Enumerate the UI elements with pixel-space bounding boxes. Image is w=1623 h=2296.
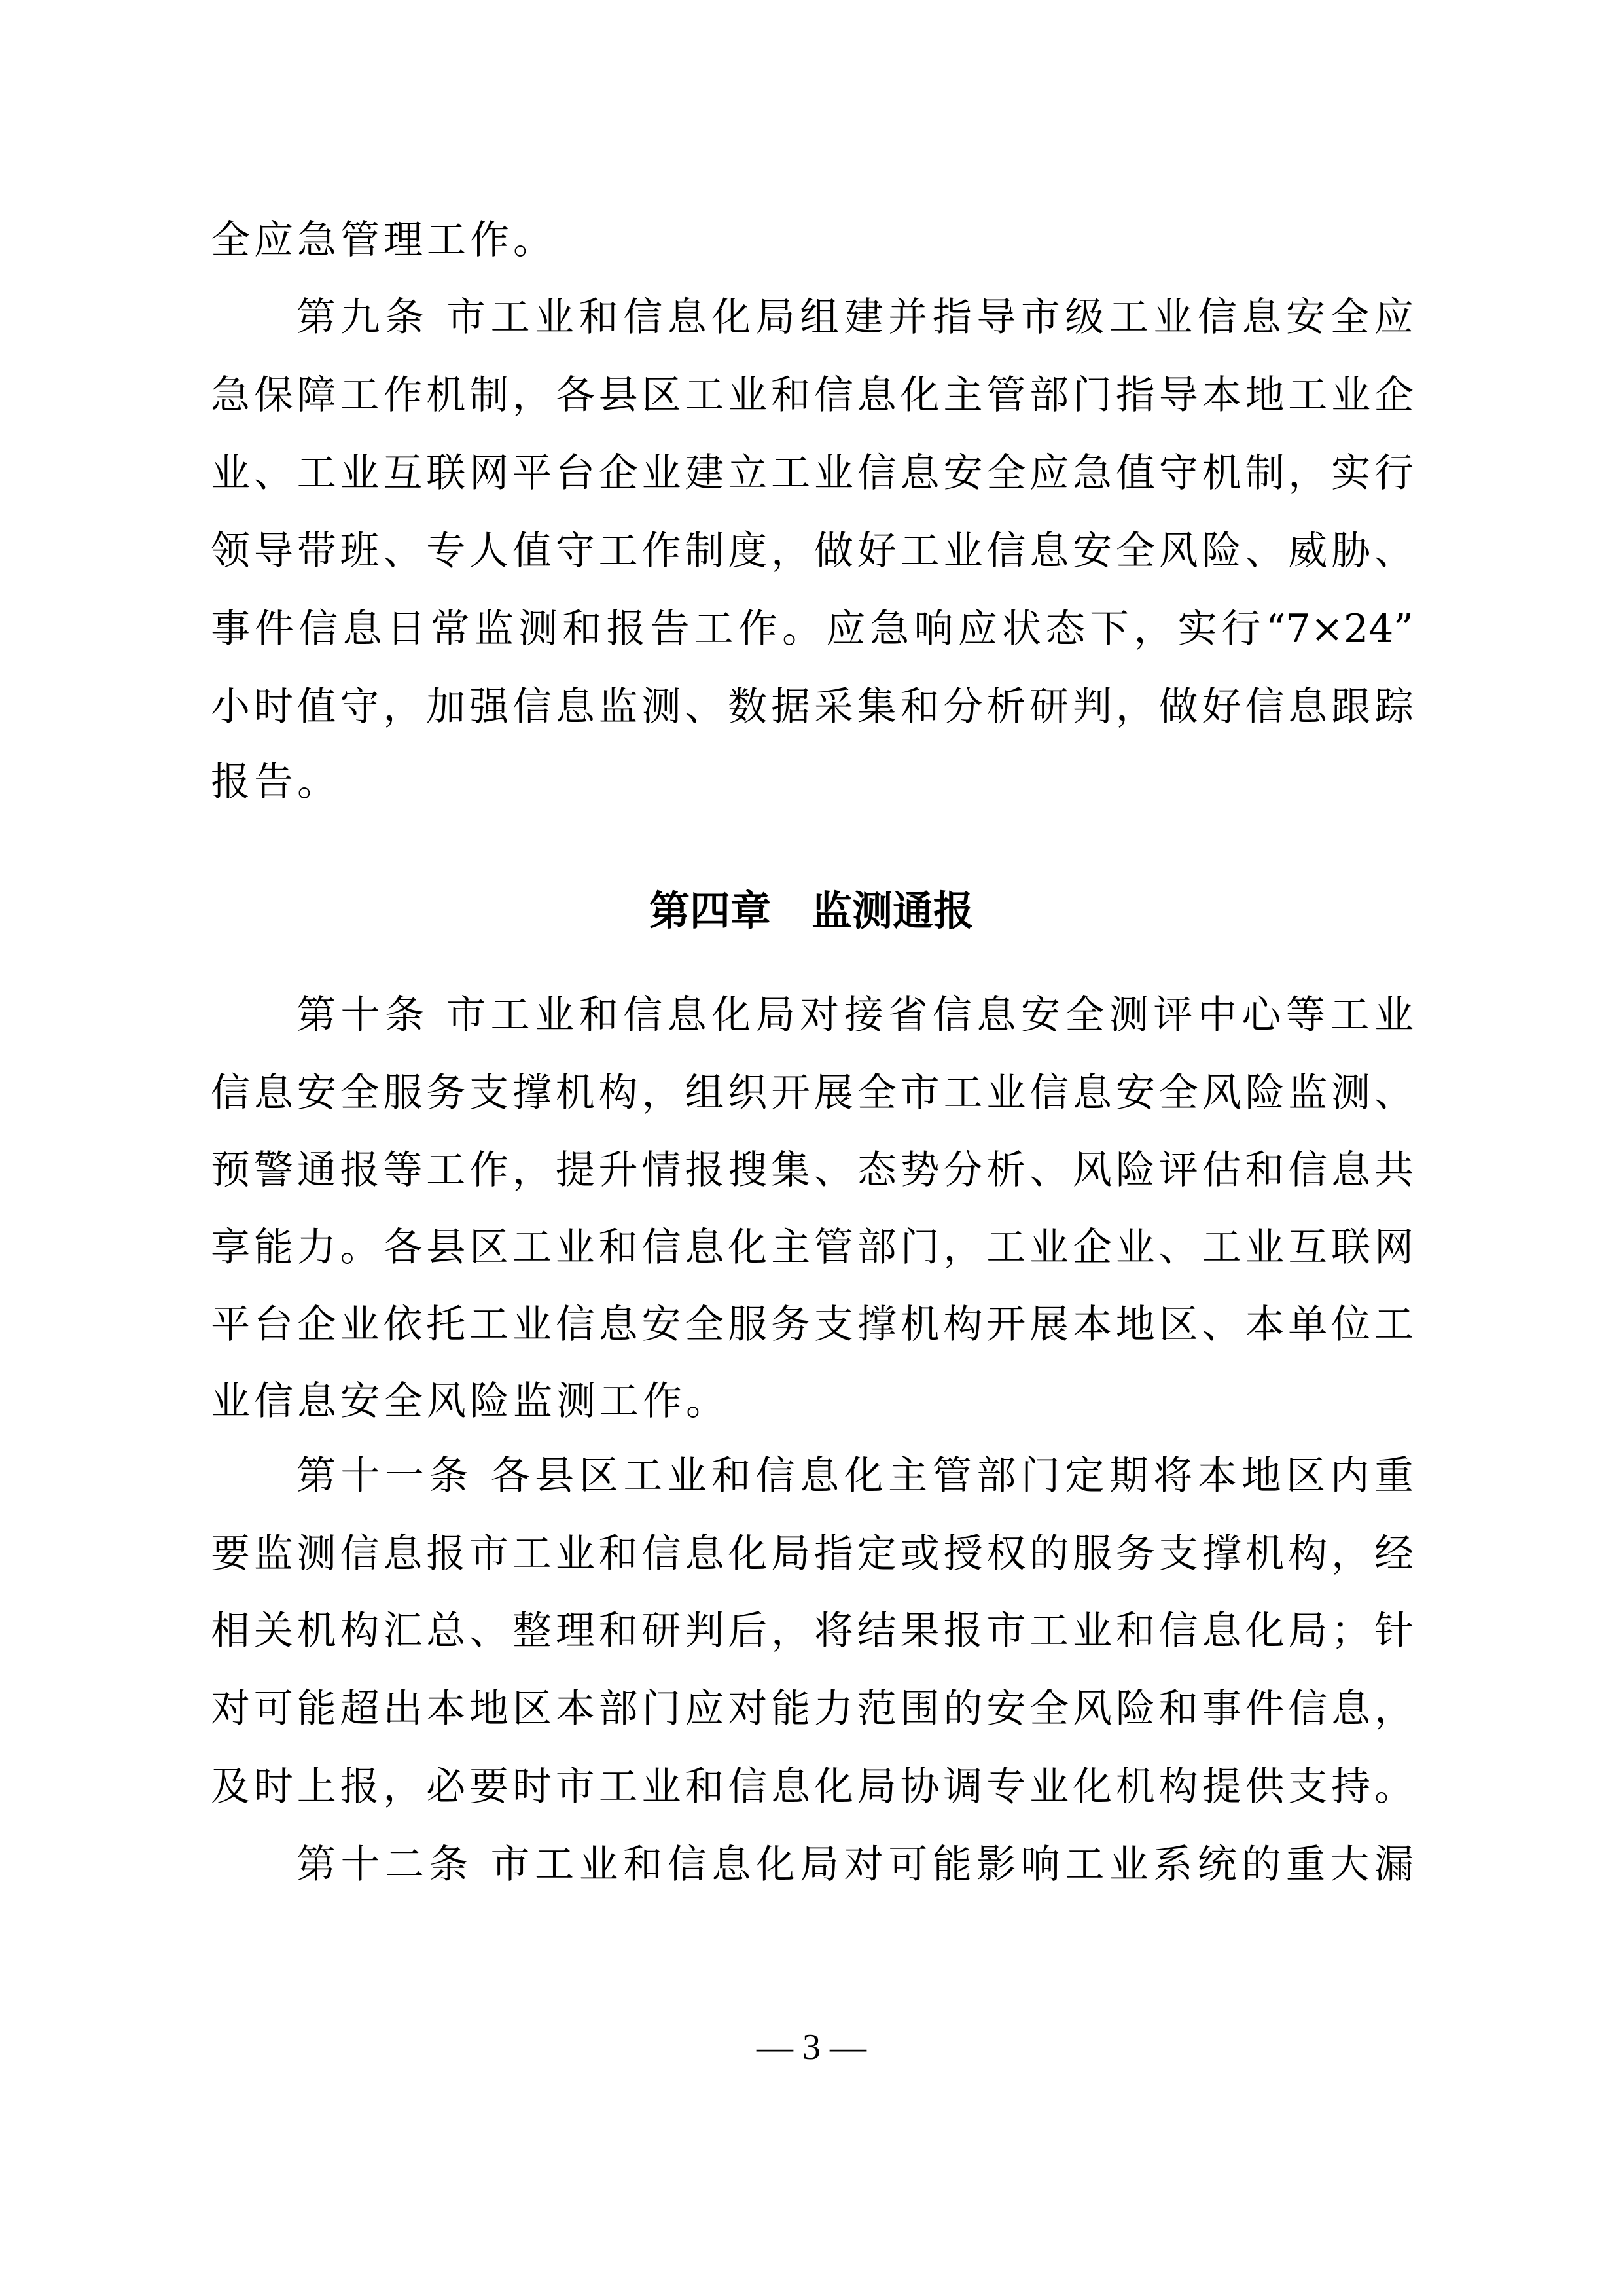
article-heading-line: 第九条 市工业和信息化局组建并指导市级工业信息安全应	[296, 295, 1414, 340]
text-line: 业信息安全风险监测工作。	[211, 1378, 729, 1424]
article-heading-line: 第十二条 市工业和信息化局对可能影响工业系统的重大漏	[296, 1842, 1414, 1888]
article-heading-line: 第十条 市工业和信息化局对接省信息安全测评中心等工业	[296, 992, 1414, 1038]
text-line: 小时值守，加强信息监测、数据采集和分析研判，做好信息跟踪	[211, 684, 1414, 730]
text-line: 预警通报等工作，提升情报搜集、态势分析、风险评估和信息共	[211, 1147, 1414, 1193]
text-line: 业、工业互联网平台企业建立工业信息安全应急值守机制，实行	[211, 450, 1414, 496]
chapter-heading: 第四章 监测通报	[649, 887, 974, 935]
text-line: 要监测信息报市工业和信息化局指定或授权的服务支撑机构，经	[211, 1531, 1414, 1577]
text-line: 报告。	[211, 759, 340, 805]
text-line: 享能力。各县区工业和信息化主管部门，工业企业、工业互联网	[211, 1225, 1414, 1270]
text-line: 及时上报，必要时市工业和信息化局协调专业化机构提供支持。	[211, 1764, 1414, 1810]
text-line: 对可能超出本地区本部门应对能力范围的安全风险和事件信息，	[211, 1686, 1414, 1732]
text-line: 全应急管理工作。	[211, 217, 556, 263]
text-line: 平台企业依托工业信息安全服务支撑机构开展本地区、本单位工	[211, 1302, 1414, 1348]
text-line: 相关机构汇总、整理和研判后，将结果报市工业和信息化局；针	[211, 1608, 1414, 1654]
text-line: 事件信息日常监测和报告工作。应急响应状态下，实行“7×24”	[211, 606, 1414, 652]
article-heading-line: 第十一条 各县区工业和信息化主管部门定期将本地区内重	[296, 1453, 1414, 1499]
text-line: 急保障工作机制，各县区工业和信息化主管部门指导本地工业企	[211, 372, 1414, 418]
page-number: — 3 —	[757, 2027, 866, 2068]
text-line: 领导带班、专人值守工作制度，做好工业信息安全风险、威胁、	[211, 528, 1414, 574]
text-line: 信息安全服务支撑机构，组织开展全市工业信息安全风险监测、	[211, 1070, 1414, 1116]
